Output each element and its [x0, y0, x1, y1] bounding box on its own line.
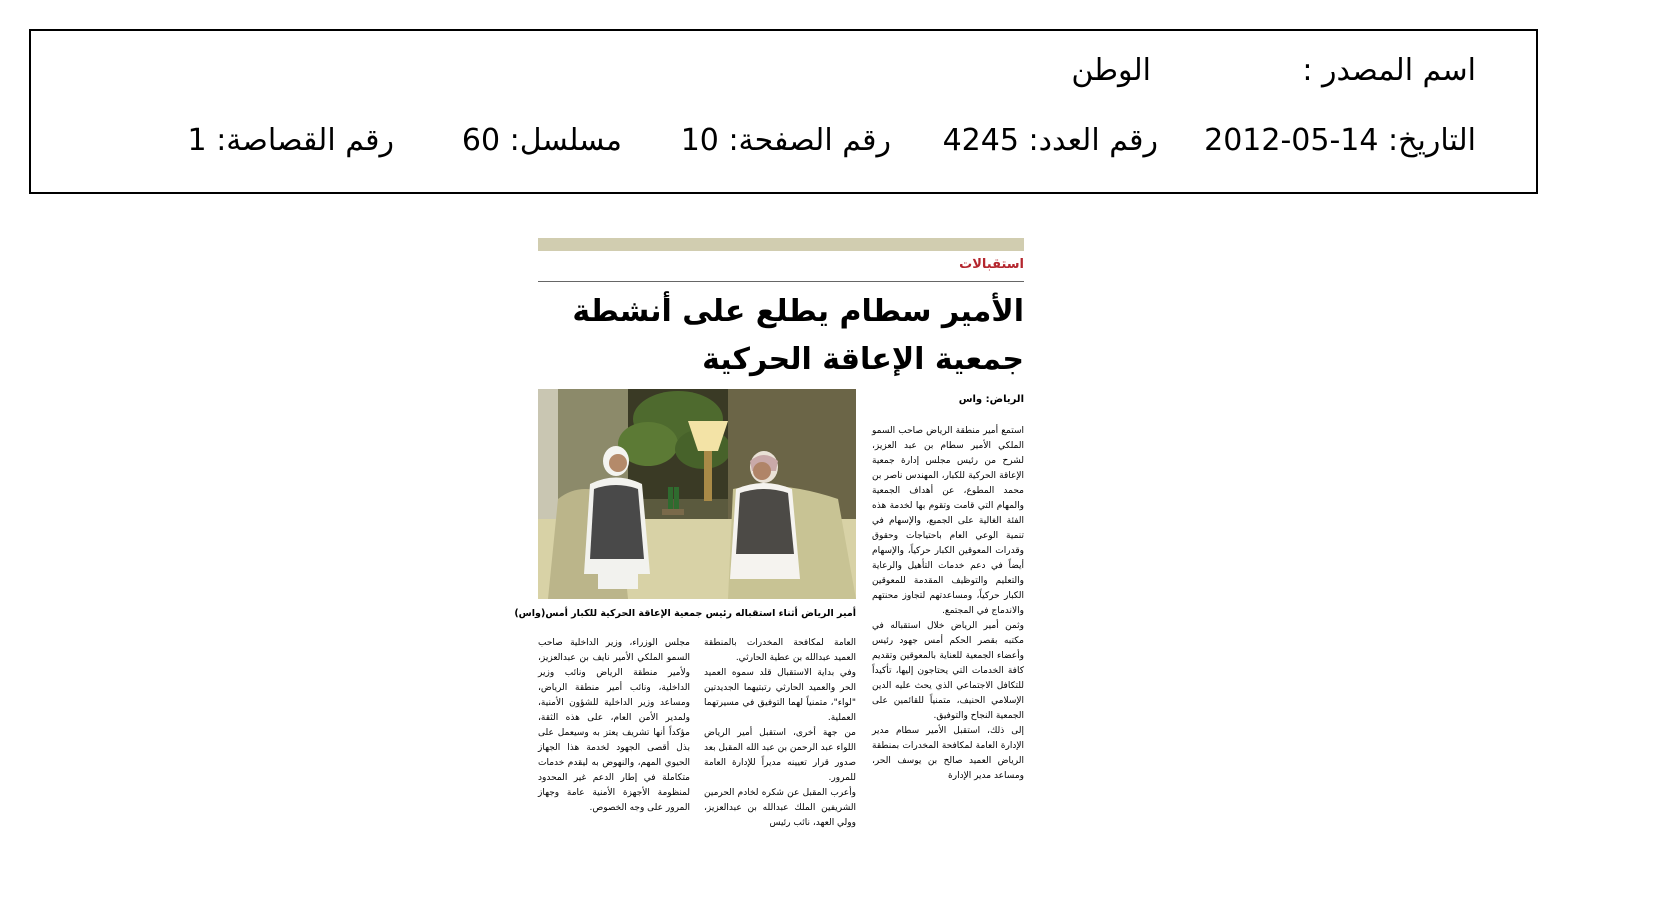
paragraph: وأعرب المقبل عن شكره لخادم الحرمين الشريفين الملك عبدالله بن عبدالعزيز، وولي العهد، نائب رئيس	[704, 788, 856, 828]
newspaper-clipping	[514, 238, 1024, 848]
article-photo	[538, 389, 856, 599]
issue-label: رقم العدد:	[1028, 123, 1158, 158]
caption-credit: (واس)	[514, 608, 546, 619]
date-field	[1204, 123, 1476, 158]
clip-label: رقم القصاصة:	[216, 123, 394, 158]
caption-text: أمير الرياض أثناء استقباله رئيس جمعية الإعاقة الحركية للكبار أمس	[545, 608, 856, 619]
date-label: التاريخ:	[1388, 123, 1476, 158]
page-field	[681, 123, 891, 158]
clip-field	[188, 123, 394, 158]
paragraph: وثمن أمير الرياض خلال استقباله في مكتبه بقصر الحكم أمس جهود رئيس وأعضاء الجمعية للعناية بالمعوقين وتقديم كافة الخدمات التي يحتاجون إليها، تأكيداً للتكافل الاجتماعي الذي يحث عليه الدين الإسلامي الحنيف، متمنياً للقائمين على الجمعية النجاح والتوفيق.	[872, 621, 1024, 721]
issue-value: 4245	[942, 123, 1019, 158]
paragraph: مجلس الوزراء، وزير الداخلية صاحب السمو الملكي الأمير نايف بن عبدالعزيز، ولأمير منطقة الرياض ونائب وزير الداخلية، ونائب أمير منطقة الرياض، ومساعد وزير الداخلية للشؤون الأمنية، ولمدير الأمن العام، على هذه الثقة، مؤكداً أنها تشريف يعتز به وسيعمل على بذل أقصى الجهود لخدمة هذا الجهاز الحيوي المهم، والنهوض به ليقدم خدمات متكاملة في إطار الدعم غير المحدود لمنظومة الأجهزة الأمنية عامة وجهاز المرور على وجه الخصوص.	[538, 638, 690, 813]
photo-caption	[514, 608, 856, 619]
issue-field	[943, 123, 1158, 158]
meeting-photo-illustration	[538, 389, 856, 599]
article-column-middle	[704, 636, 856, 831]
source-info-box	[29, 29, 1538, 194]
article-dateline: الرياض: واس	[958, 394, 1024, 405]
paragraph: إلى ذلك، استقبل الأمير سطام مدير الإدارة العامة لمكافحة المخدرات بمنطقة الرياض العميد صالح بن يوسف الحر، ومساعد مدير الإدارة	[872, 726, 1024, 781]
page-label: رقم الصفحة:	[728, 123, 891, 158]
date-value: 2012-05-14	[1204, 123, 1379, 158]
paragraph: استمع أمير منطقة الرياض صاحب السمو الملكي الأمير سطام بن عبد العزيز، لشرح من رئيس مجلس إدارة جمعية الإعاقة الحركية للكبار، المهندس ناصر بن محمد المطوع، عن أهداف الجمعية والمهام التي قامت وتقوم بها لخدمة هذه الفئة الغالية على الجميع، والإسهام في تنمية الوعي العام باحتياجات وحقوق وقدرات المعوقين الكبار حركياً، والإسهام أيضاً في دعم خدمات التأهيل والرعاية والتعليم والتوظيف المقدمة للمعوقين الكبار حركياً، ومساعدتهم لتجاوز محنتهم والاندماج في المجتمع.	[872, 426, 1024, 616]
page-value: 10	[680, 123, 719, 158]
serial-label: مسلسل:	[509, 123, 622, 158]
section-divider	[538, 281, 1024, 282]
article-column-left	[538, 636, 690, 816]
section-label: استقبالات	[959, 257, 1024, 272]
source-value: الوطن	[1071, 53, 1151, 88]
top-color-bar	[538, 238, 1024, 251]
article-headline: الأمير سطام يطلع على أنشطة جمعية الإعاقة الحركية	[572, 294, 1024, 377]
paragraph: العامة لمكافحة المخدرات بالمنطقة العميد عبدالله بن عطية الحارثي.	[704, 638, 856, 663]
serial-value: 60	[461, 123, 501, 158]
paragraph: وفي بداية الاستقبال قلد سموه العميد الحر والعميد الحارثي رتبتيهما الجديدتين "لواء"، متمنياً لهما التوفيق في مسيرتهما العملية.	[704, 668, 856, 723]
serial-field	[462, 123, 622, 158]
clip-value: 1	[187, 123, 207, 158]
article-column-right	[872, 424, 1024, 784]
paragraph: من جهة أخرى، استقبل أمير الرياض اللواء عبد الرحمن بن عبد الله المقبل بعد صدور قرار تعيينه مديراً للإدارة العامة للمرور.	[704, 728, 856, 783]
source-label: اسم المصدر :	[1302, 53, 1476, 88]
